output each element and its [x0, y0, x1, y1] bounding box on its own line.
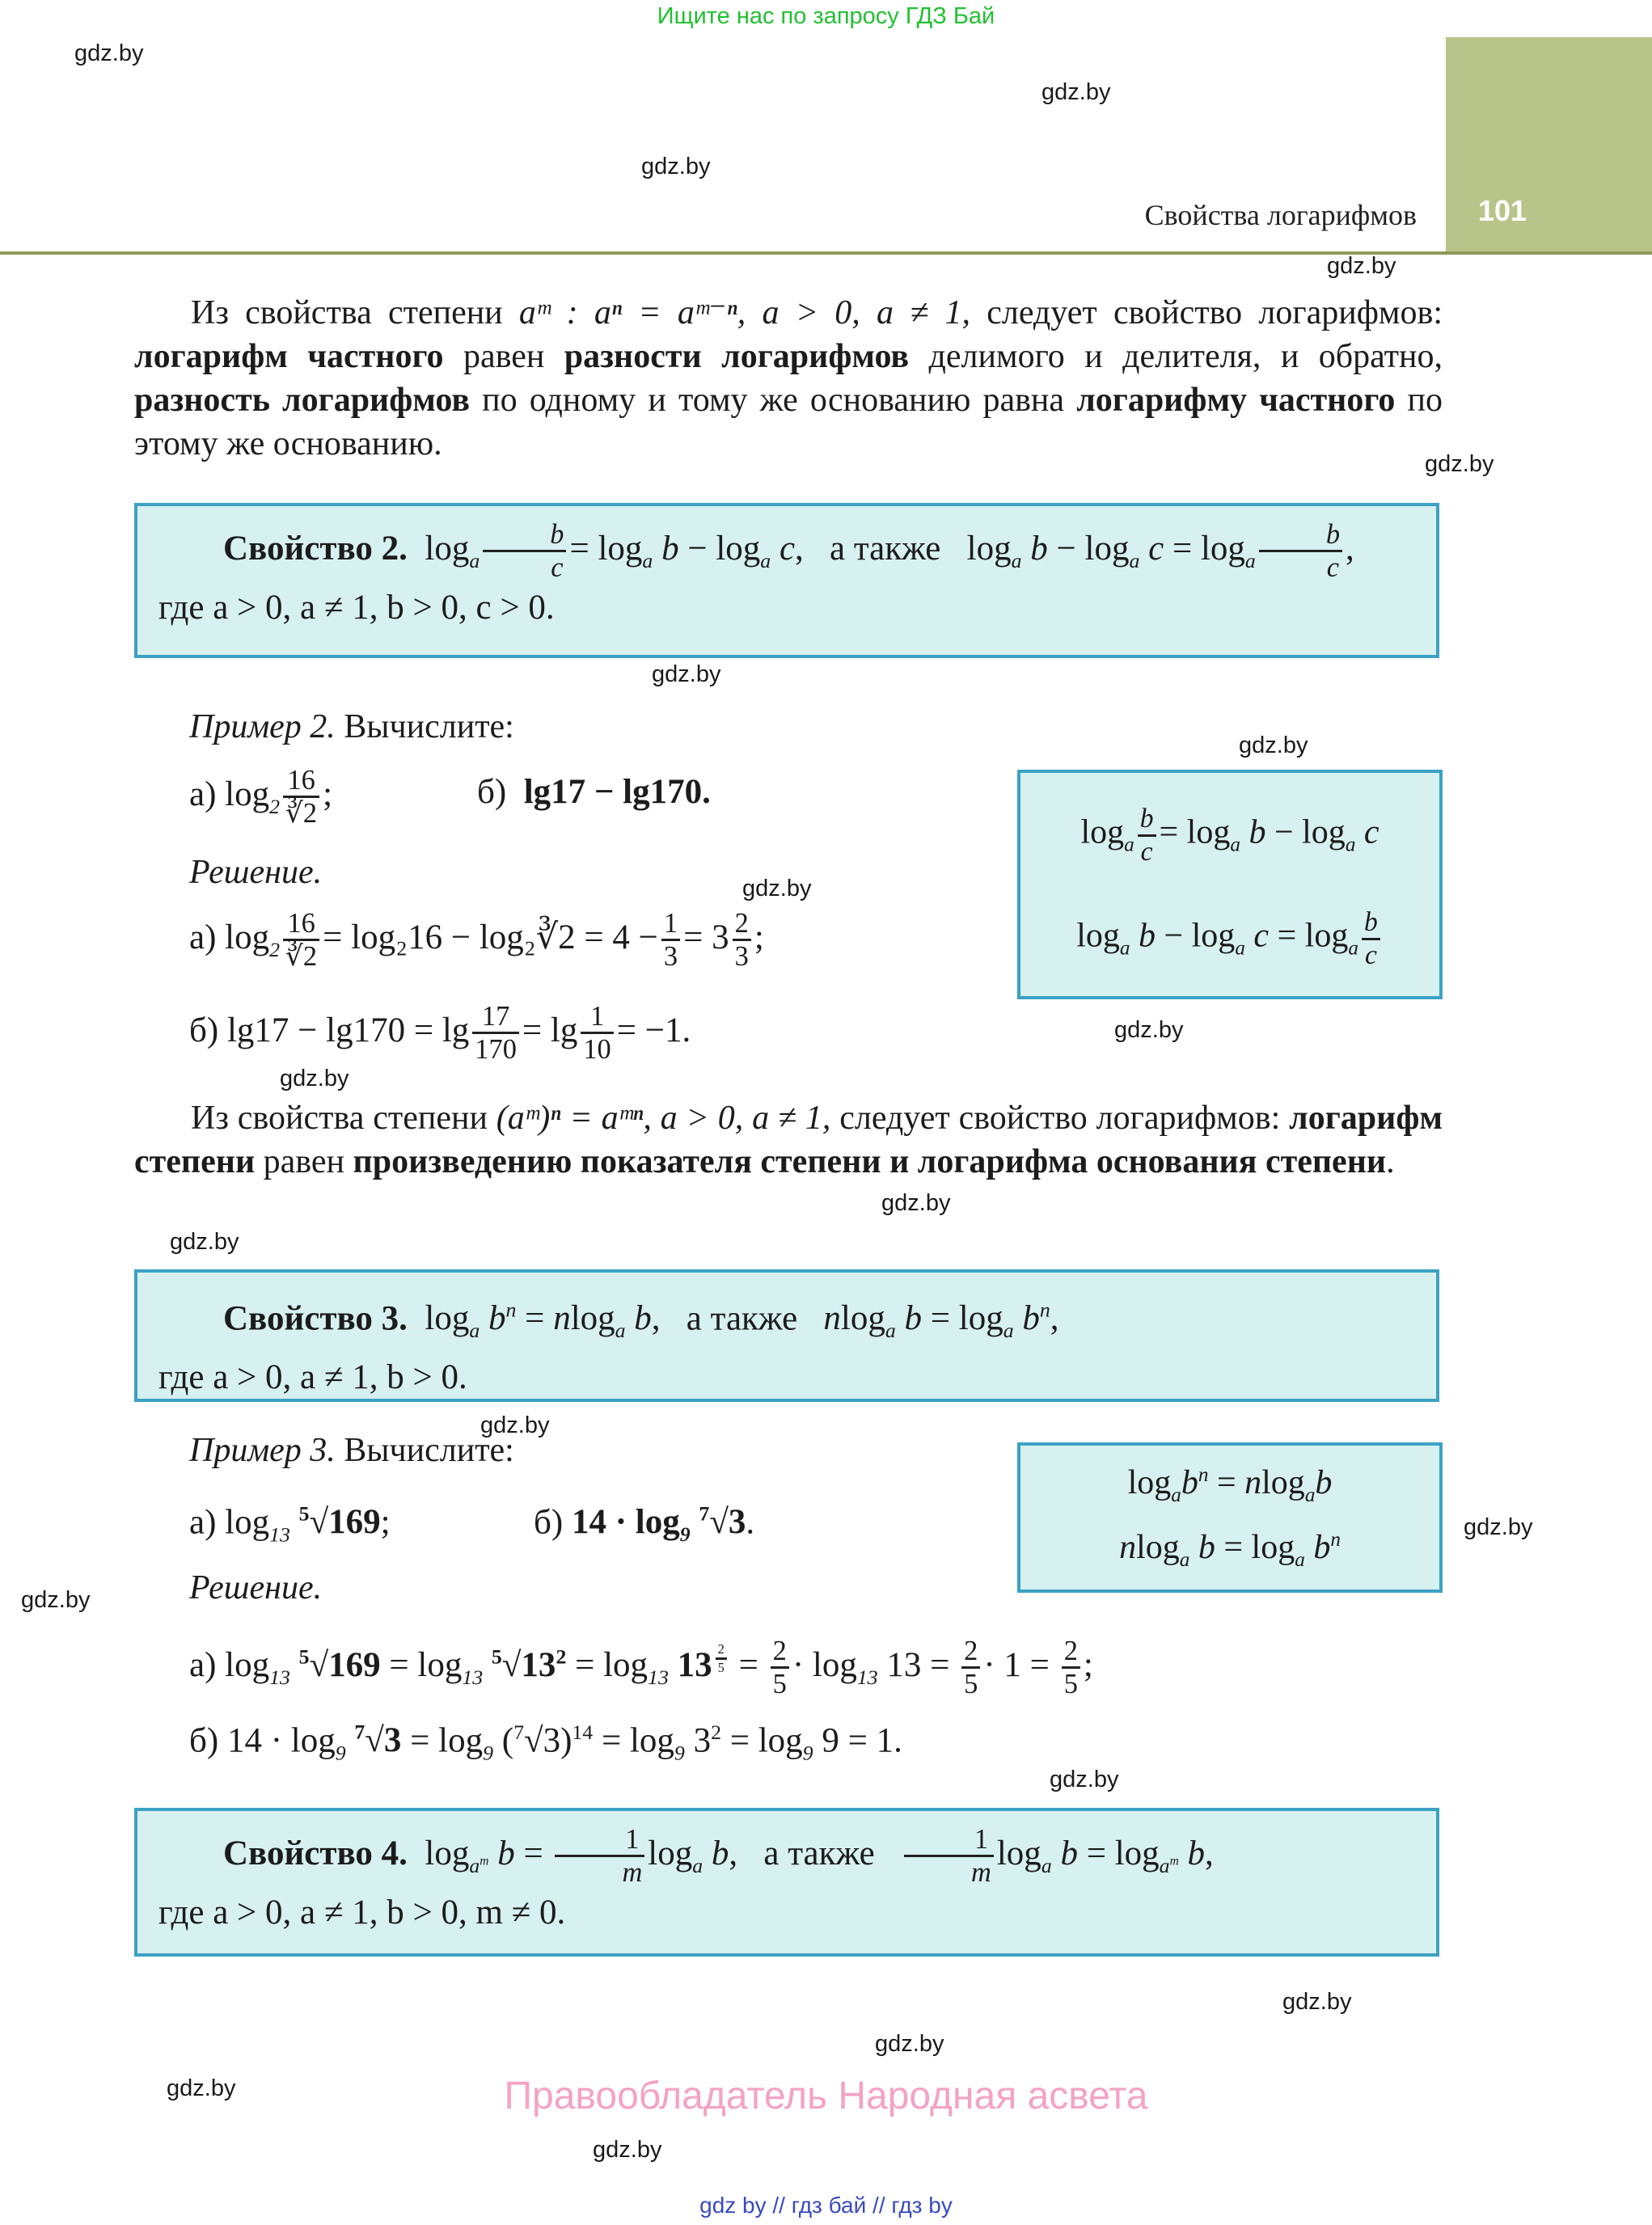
formula: $\frac{1}{m}$ $\log_a b = \log_{a^m} b$,: [884, 1834, 1214, 1872]
intro-paragraph-2: [134, 1096, 1443, 1184]
example-2-solution-a: а) $\log_2$ $\frac{16}{∛2}$ = log₂16 − log₂∛2 = 4 − $\frac{1}{3}$ = 3 $\frac{2}{3}$ ;: [189, 908, 764, 973]
formula: aᵐ : aⁿ = aᵐ⁻ⁿ, a > 0, a ≠ 1,: [518, 294, 971, 331]
text: Из свойства степени: [191, 1100, 496, 1137]
text: равен: [255, 1143, 353, 1180]
watermark: gdz.by: [21, 1587, 91, 1613]
intro-paragraph-1: [134, 291, 1443, 466]
property-4-box: [134, 1808, 1439, 1957]
conditions: где a > 0, a ≠ 1, b > 0.: [158, 1358, 467, 1397]
conditions: где a > 0, a ≠ 1, b > 0, m ≠ 0.: [158, 1893, 566, 1932]
text: по одному и тому же основанию равна: [470, 382, 1077, 419]
watermark: gdz.by: [167, 2075, 236, 2101]
task-b-formula: lg17 − lg170.: [523, 773, 711, 811]
text: равен: [443, 338, 564, 375]
property-2-summary-box: [1017, 770, 1443, 999]
example-3-title: [189, 1431, 514, 1470]
property-3-box: [134, 1269, 1439, 1402]
watermark: gdz.by: [1464, 1514, 1533, 1540]
property-label: Свойство 4.: [223, 1834, 408, 1872]
item-b: б): [477, 773, 507, 811]
also-text: а также: [763, 1834, 875, 1872]
watermark: gdz.by: [1041, 79, 1111, 105]
example-2-task-a: а) $\log_2$ $\frac{16}{∛2}$ ;: [189, 765, 333, 830]
solution-text: б) lg17 − lg170 = lg: [189, 1011, 470, 1049]
example-label: Пример 2.: [189, 708, 336, 745]
watermark: gdz.by: [1114, 1017, 1184, 1043]
top-banner[interactable]: Ищите нас по запросу ГДЗ Бай: [657, 3, 995, 29]
bold-term: произведению показателя степени и логарифма основания степени: [353, 1143, 1387, 1180]
watermark: gdz.by: [593, 2137, 662, 2163]
watermark: gdz.by: [1050, 1767, 1119, 1792]
watermark: gdz.by: [881, 1190, 951, 1216]
example-2-solution-b: б) lg17 − lg170 = lg $\frac{17}{170}$ = lg $\frac{1}{10}$ = −1.: [189, 1001, 691, 1066]
bold-term: разность логарифмов: [134, 382, 471, 419]
text: следует свойство логарифмов:: [970, 294, 1443, 331]
conditions: где a > 0, a ≠ 1, b > 0, c > 0.: [158, 588, 555, 627]
text: Из свойства степени: [191, 294, 519, 331]
formula: $\log_{a^m} b$ = $\frac{1}{m}$ $\log_a b$,: [416, 1824, 755, 1889]
property-label: Свойство 3.: [223, 1299, 408, 1338]
header-rule: [0, 251, 1652, 255]
property-2-box: [134, 503, 1439, 658]
summary-formula: $\log_a$ $\frac{b}{c}$ = $\log_a b - \log_a c$: [1080, 804, 1379, 867]
copyright-notice: Правообладатель Народная асвета: [504, 2075, 1148, 2117]
solution-label: Решение.: [189, 854, 323, 891]
bold-term: логарифму частного: [1076, 382, 1396, 419]
watermark: gdz.by: [652, 661, 721, 687]
page-number: 101: [1477, 194, 1527, 227]
example-2-task-b: [477, 772, 711, 812]
solution-text: = −1.: [616, 1011, 691, 1049]
example-3-task-b: б) $14 \cdot \log_9 ^7√3$.: [534, 1502, 755, 1547]
text: по этому же основанию.: [134, 382, 1443, 462]
watermark: gdz.by: [641, 154, 711, 179]
property-label: Свойство 2.: [223, 529, 408, 568]
formula: $\log_a$ $\frac{b}{c}$ = $\log_a b - \log_a c$,: [416, 519, 822, 584]
solution-text: = log₂16 − log₂∛2 = 4 −: [323, 918, 658, 956]
also-text: а также: [686, 1299, 798, 1338]
example-task: Вычислите:: [335, 708, 514, 745]
summary-formula: $\log_a b - \log_a c = \log_a$ $\frac{b}{c}$: [1020, 909, 1439, 969]
text: следует свойство логарифмов:: [830, 1100, 1290, 1137]
text: .: [1386, 1143, 1395, 1180]
bold-term: логарифм степени: [134, 1100, 1443, 1180]
watermark: gdz.by: [1327, 253, 1396, 279]
summary-formula: $\log_ab^n = nlog_ab$: [1127, 1464, 1333, 1506]
example-3-solution-b: б) $14 \cdot \log_9 ^7√3 = \log_9 (^7√3)^{14} = \log_9 3^2 = \log_9 9 = 1$.: [189, 1720, 902, 1765]
property-3-summary-box: [1017, 1442, 1443, 1593]
watermark: gdz.by: [280, 1066, 349, 1091]
formula: (aᵐ)ⁿ = aᵐⁿ, a > 0, a ≠ 1,: [496, 1100, 831, 1137]
watermark: gdz.by: [480, 1412, 550, 1438]
bold-term: логарифм частного: [134, 338, 444, 375]
watermark: gdz.by: [1282, 1989, 1352, 2015]
example-2-title: [189, 707, 514, 746]
example-task: Вычислите:: [335, 1432, 514, 1469]
watermark: gdz.by: [1239, 733, 1308, 758]
watermark: gdz.by: [170, 1229, 239, 1255]
solution-label: Решение.: [189, 1569, 323, 1606]
formula: nlog$_a$ $b = \log_a b^n$,: [823, 1298, 1059, 1343]
formula: $\log_a b^n = nlog_a$ b,: [416, 1298, 678, 1343]
watermark: gdz.by: [742, 876, 812, 901]
watermark: gdz.by: [1425, 451, 1494, 477]
watermark: gdz.by: [875, 2031, 944, 2057]
summary-formula: nlog$_a$ $b = \log_a b^n$: [1119, 1529, 1341, 1571]
example-3-task-a: а) $\log_{13} ^5√169$;: [189, 1502, 391, 1547]
item-a: а): [189, 775, 217, 813]
text: делимого и делителя, и обратно,: [909, 338, 1443, 375]
example-3-solution-a: а) $\log_{13} ^5√169 = \log_{13} ^5√13^2 = \log_{13} 13$ $^{\frac{2}{5}}$ = $\frac{2}{5}$ · $\log_{13} 13$ = $\frac{2}{5}$ · 1 = $\frac{2}{5}$ ;: [189, 1636, 1093, 1700]
bold-term: разности логарифмов: [564, 338, 910, 375]
example-label: Пример 3.: [189, 1432, 336, 1469]
running-head: Свойства логарифмов: [1144, 199, 1417, 231]
bottom-links[interactable]: gdz by // гдз бай // гдз by: [699, 2193, 953, 2218]
also-text: а также: [830, 529, 941, 568]
formula: $\log_a b - \log_a c = \log_a$ $\frac{b}{c}$ ,: [949, 519, 1354, 584]
watermark: gdz.by: [74, 40, 144, 66]
